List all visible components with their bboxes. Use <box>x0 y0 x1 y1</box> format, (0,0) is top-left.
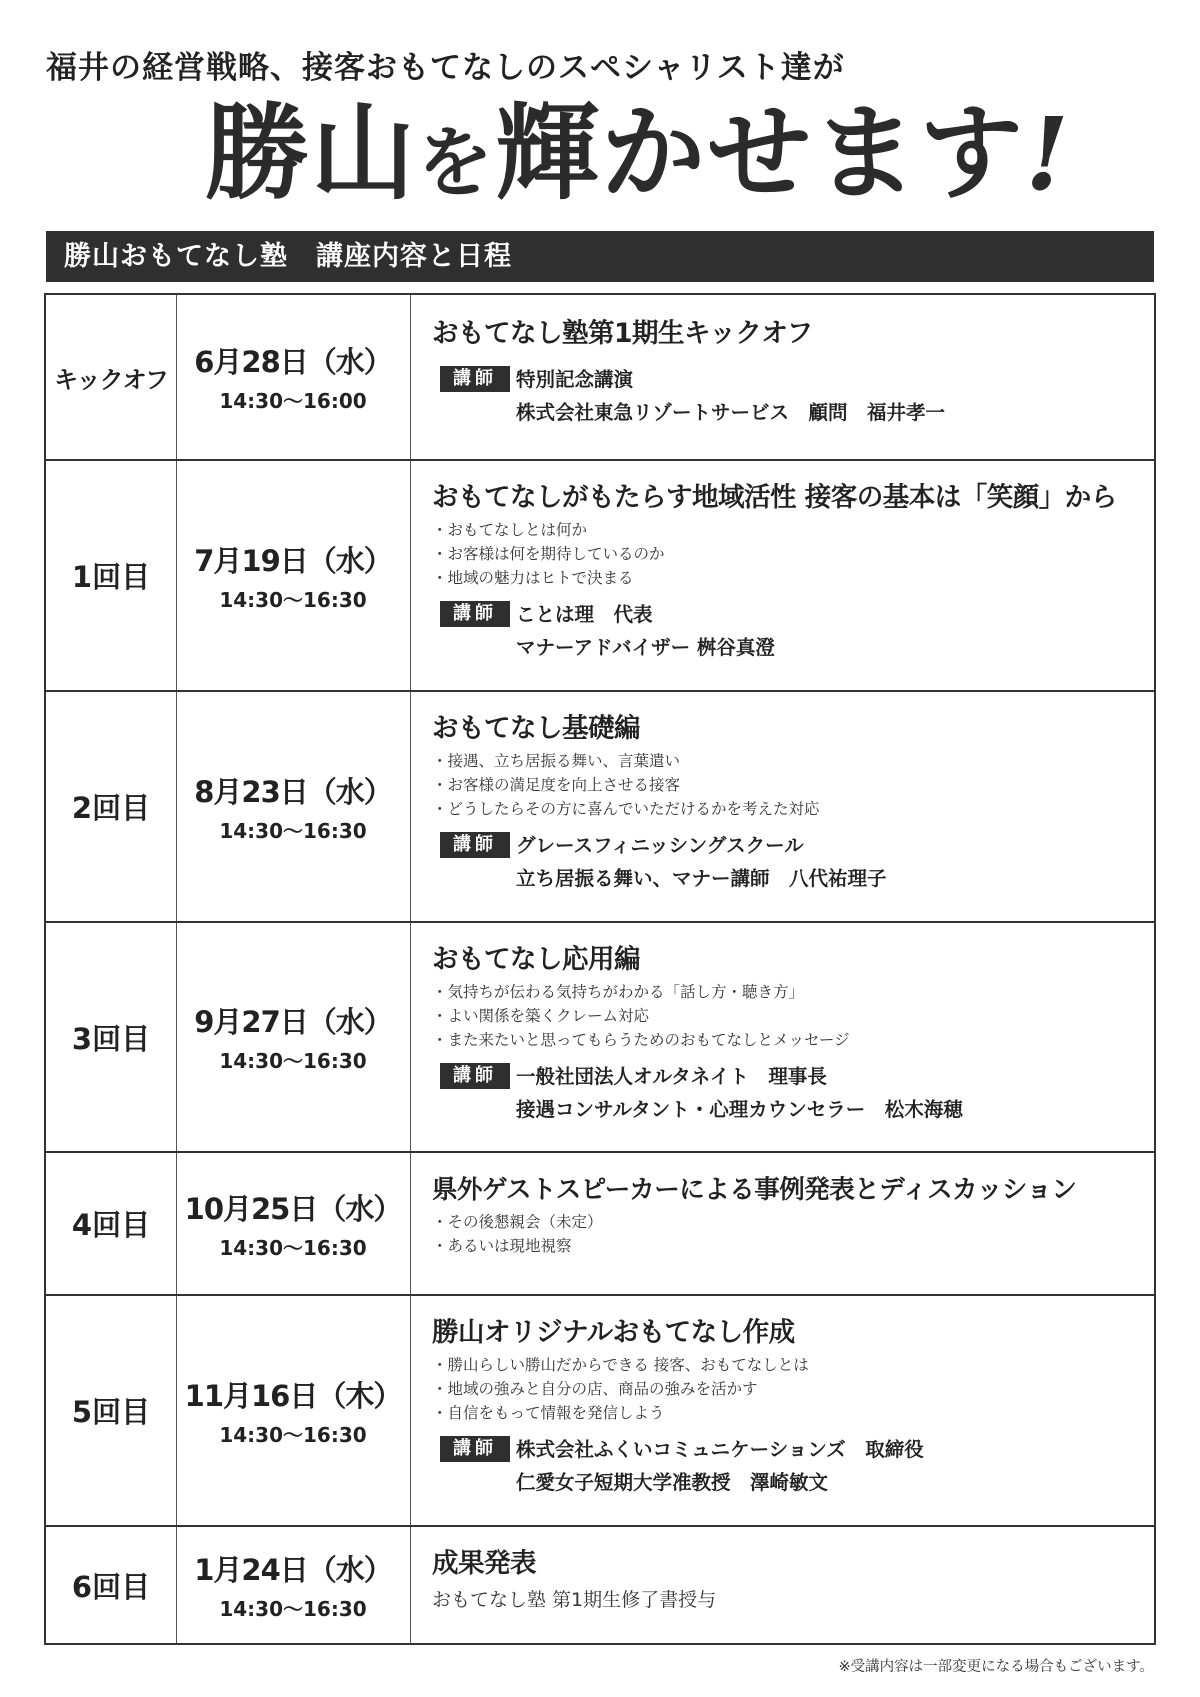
session-time: 14:30〜16:00 <box>219 389 367 413</box>
instructor-line: 仁愛女子短期大学准教授 澤崎敏文 <box>516 1471 829 1494</box>
session-date-cell <box>176 295 411 459</box>
session-date: 10月25日（水） <box>184 1191 402 1226</box>
list-item: ・おもてなしとは何か <box>432 521 588 539</box>
headline-katsuyama: 勝山 <box>205 91 418 214</box>
headline-exclamation: ! <box>1025 95 1071 213</box>
list-item: ・地域の強みと自分の店、商品の強みを活かす <box>432 1380 758 1398</box>
instructor-block <box>432 598 1154 664</box>
instructor-tag: 講師 <box>440 366 510 392</box>
session-time: 14:30〜16:30 <box>219 1597 367 1621</box>
session-content <box>410 692 1154 921</box>
instructor-line: 一般社団法人オルタネイト 理事長 <box>516 1065 827 1088</box>
session-date-cell <box>176 923 411 1151</box>
list-item: ・お客様の満足度を向上させる接客 <box>432 776 681 794</box>
session-bullets <box>432 1353 1154 1425</box>
session-content <box>410 295 1154 459</box>
session-content <box>410 461 1154 690</box>
table-row-session-6 <box>46 1527 1154 1643</box>
list-item: ・地域の魅力はヒトで決まる <box>432 569 634 587</box>
session-label: 5回目 <box>46 1296 177 1525</box>
instructor-line: 株式会社ふくいコミュニケーションズ 取締役 <box>516 1438 924 1461</box>
session-title: 勝山オリジナルおもてなし作成 <box>432 1317 795 1348</box>
session-time: 14:30〜16:30 <box>219 1235 367 1260</box>
session-time: 14:30〜16:30 <box>219 818 367 843</box>
table-row-session-2 <box>46 692 1154 923</box>
footnote: ※受講内容は一部変更になる場合もございます。 <box>838 1659 1154 1675</box>
session-label: 2回目 <box>46 692 177 921</box>
page-subtitle: 福井の経営戦略、接客おもてなしのスペシャリスト達が <box>46 50 845 86</box>
session-date: 1月24日（水） <box>194 1553 392 1587</box>
session-label: キックオフ <box>46 295 177 459</box>
instructor-block <box>432 1433 1154 1499</box>
session-date-cell <box>176 692 411 921</box>
session-title: 成果発表 <box>432 1548 536 1579</box>
session-content <box>410 1296 1154 1525</box>
list-item: ・あるいは現地視察 <box>432 1237 572 1255</box>
session-title: 県外ゲストスピーカーによる事例発表とディスカッション <box>432 1175 1077 1205</box>
session-date: 11月16日（木） <box>184 1378 402 1413</box>
instructor-line: 株式会社東急リゾートサービス 顧問 福井孝一 <box>516 401 946 424</box>
session-description: おもてなし塾 第1期生修了書授与 <box>432 1589 717 1611</box>
instructor-block <box>432 363 1154 429</box>
session-date: 9月27日（水） <box>194 1005 392 1039</box>
session-date: 6月28日（水） <box>194 345 392 379</box>
instructor-block <box>432 1060 1154 1126</box>
instructor-line: 特別記念講演 <box>516 368 634 391</box>
session-bullets <box>432 1210 1154 1258</box>
session-bullets <box>432 980 1154 1052</box>
table-row-session-3 <box>46 923 1154 1153</box>
headline-particle: を <box>417 118 496 207</box>
list-item: ・気持ちが伝わる気持ちがわかる「話し方・聴き方」 <box>432 983 805 1001</box>
session-title: おもてなしがもたらす地域活性 接客の基本は「笑顔」から <box>432 482 1117 513</box>
table-row-session-5 <box>46 1296 1154 1527</box>
instructor-line: ことは理 代表 <box>516 603 653 626</box>
list-item: ・自信をもって情報を発信しよう <box>432 1404 665 1422</box>
table-row-kickoff <box>46 295 1154 461</box>
session-date: 8月23日（水） <box>194 774 392 809</box>
section-title-bar: 勝山おもてなし塾 講座内容と日程 <box>46 231 1154 282</box>
session-date-cell <box>176 1153 411 1294</box>
page-headline <box>205 88 1165 218</box>
session-date-cell <box>176 1296 411 1525</box>
session-time: 14:30〜16:30 <box>219 1422 367 1447</box>
session-label: 1回目 <box>46 461 177 690</box>
session-title: おもてなし基礎編 <box>432 713 640 744</box>
session-label: 6回目 <box>46 1527 177 1643</box>
list-item: ・どうしたらその方に喜んでいただけるかを考えた対応 <box>432 800 820 818</box>
session-title: おもてなし塾第1期生キックオフ <box>432 318 813 349</box>
session-content <box>410 1153 1154 1294</box>
schedule-table <box>44 293 1156 1645</box>
session-time: 14:30〜16:30 <box>219 587 367 612</box>
list-item: ・また来たいと思ってもらうためのおもてなしとメッセージ <box>432 1031 850 1049</box>
list-item: ・接遇、立ち居振る舞い、言葉遣い <box>432 752 681 770</box>
session-label: 4回目 <box>46 1153 177 1294</box>
instructor-block <box>432 829 1154 895</box>
session-title: おもてなし応用編 <box>432 944 640 975</box>
list-item: ・勝山らしい勝山だからできる 接客、おもてなしとは <box>432 1356 809 1374</box>
instructor-tag: 講師 <box>440 832 510 858</box>
session-date: 7月19日（水） <box>194 543 392 578</box>
list-item: ・その後懇親会（未定） <box>432 1213 603 1231</box>
instructor-tag: 講師 <box>440 1436 510 1462</box>
instructor-line: 接遇コンサルタント・心理カウンセラー 松木海穂 <box>516 1098 963 1121</box>
list-item: ・お客様は何を期待しているのか <box>432 545 665 563</box>
table-row-session-4 <box>46 1153 1154 1296</box>
instructor-tag: 講師 <box>440 1063 510 1089</box>
session-time: 14:30〜16:30 <box>219 1049 367 1073</box>
session-content <box>410 923 1154 1151</box>
session-date-cell <box>176 1527 411 1643</box>
instructor-line: グレースフィニッシングスクール <box>516 834 804 857</box>
instructor-line: 立ち居振る舞い、マナー講師 八代祐理子 <box>516 867 887 890</box>
list-item: ・よい関係を築くクレーム対応 <box>432 1007 650 1025</box>
session-bullets <box>432 518 1154 590</box>
table-row-session-1 <box>46 461 1154 692</box>
instructor-line: マナーアドバイザー 桝谷真澄 <box>516 636 775 659</box>
headline-kagayakasemasu: 輝かせます <box>495 91 1026 214</box>
session-label: 3回目 <box>46 923 177 1151</box>
instructor-tag: 講師 <box>440 601 510 627</box>
session-date-cell <box>176 461 411 690</box>
session-content <box>410 1527 1154 1643</box>
session-bullets <box>432 749 1154 821</box>
